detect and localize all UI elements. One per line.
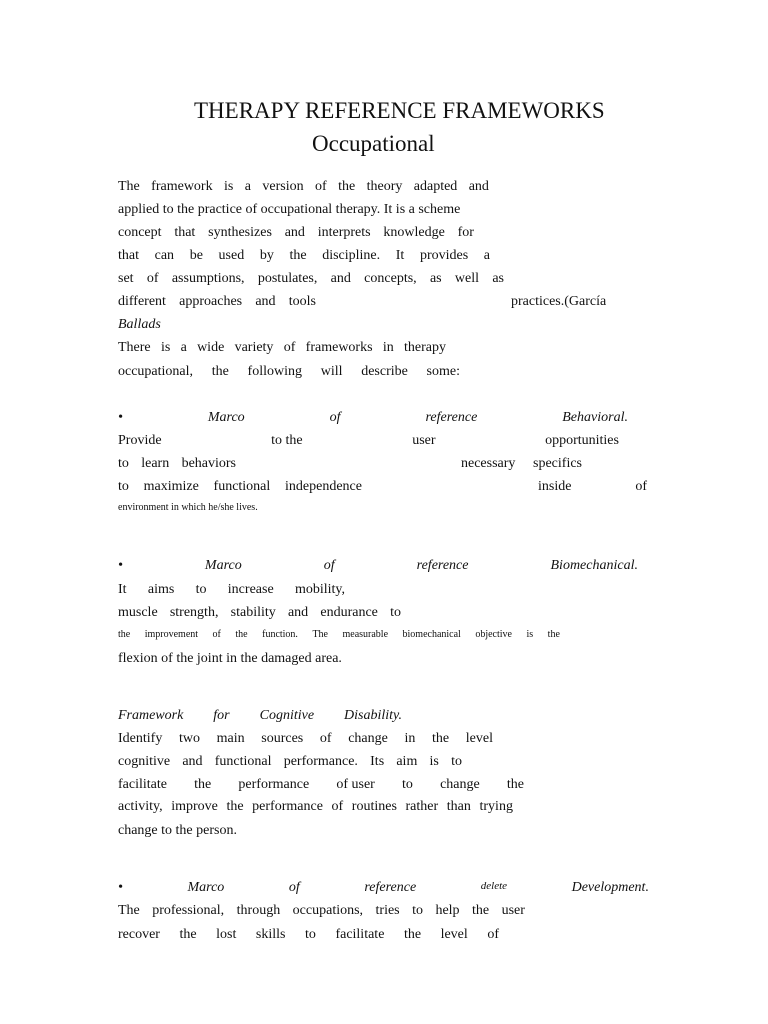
word: There — [118, 340, 151, 355]
word: knowledge — [383, 225, 445, 240]
word: of — [323, 558, 335, 573]
word: to — [451, 754, 462, 769]
word: Behavioral. — [562, 410, 628, 425]
word: in — [382, 340, 394, 355]
word: the — [235, 629, 248, 640]
word: postulates, — [257, 271, 318, 286]
word: facilitate — [335, 927, 385, 942]
word: version — [262, 179, 304, 194]
word: • — [118, 558, 123, 573]
word: for — [457, 225, 474, 240]
cognitive-heading — [118, 706, 402, 726]
word: The — [118, 903, 140, 918]
word: delete — [480, 880, 508, 892]
word: opportunities — [545, 433, 619, 448]
word: activity, — [118, 799, 163, 814]
word: strength, — [169, 605, 219, 620]
word: muscle — [118, 605, 158, 620]
word: objective — [475, 629, 512, 640]
word: functional — [214, 754, 272, 769]
behavioral-line-2b — [461, 454, 582, 474]
word: is — [429, 754, 439, 769]
word: assumptions, — [171, 271, 245, 286]
word: a — [483, 248, 490, 263]
word: improve — [171, 799, 218, 814]
word: Marco — [187, 880, 225, 895]
word: synthesizes — [208, 225, 272, 240]
word: the — [194, 777, 212, 792]
word: user — [501, 903, 525, 918]
development-line-1 — [118, 901, 525, 921]
word: of — [635, 479, 647, 494]
intro-line-9 — [118, 338, 446, 358]
word: The — [118, 179, 140, 194]
word: stability — [230, 605, 276, 620]
intro-line-4 — [118, 246, 490, 266]
word: well — [454, 271, 480, 286]
word: is — [160, 340, 171, 355]
cognitive-line-3 — [118, 775, 524, 795]
intro-line-3 — [118, 223, 474, 243]
word: learn — [141, 456, 170, 471]
word: improvement — [144, 629, 199, 640]
intro-line-5 — [118, 269, 504, 289]
word: It — [118, 582, 127, 597]
word: for — [213, 708, 230, 723]
behavioral-line-3b — [538, 477, 647, 497]
word: can — [154, 248, 175, 263]
word: the — [179, 927, 197, 942]
word: to — [305, 927, 316, 942]
word: of — [212, 629, 221, 640]
word: Marco — [204, 558, 242, 573]
word: some: — [426, 364, 460, 379]
word: tries — [375, 903, 400, 918]
cognitive-line-4 — [118, 797, 513, 817]
word: variety — [234, 340, 274, 355]
word: discipline. — [322, 248, 381, 263]
word: tools — [288, 294, 316, 309]
word: to — [118, 456, 129, 471]
word: describe — [361, 364, 408, 379]
word: skills — [255, 927, 286, 942]
biomechanical-line-1 — [118, 580, 345, 600]
word: endurance — [320, 605, 378, 620]
word: of — [319, 731, 332, 746]
word: aims — [147, 582, 175, 597]
word: change — [348, 731, 388, 746]
word: maximize — [143, 479, 199, 494]
biomechanical-line-2 — [118, 603, 401, 623]
word: is — [224, 179, 234, 194]
word: measurable — [342, 629, 389, 640]
word: adapted — [413, 179, 458, 194]
word: following — [247, 364, 302, 379]
word: and — [468, 179, 489, 194]
word: Provide — [118, 433, 162, 448]
word: to — [195, 582, 207, 597]
word: main — [216, 731, 245, 746]
word: help — [435, 903, 460, 918]
word: • — [118, 410, 123, 425]
intro-line-6 — [118, 292, 316, 312]
word: and — [330, 271, 351, 286]
word: will — [320, 364, 343, 379]
word: is — [526, 629, 534, 640]
word: as — [492, 271, 504, 286]
word: the — [506, 777, 524, 792]
word: the — [338, 179, 356, 194]
word: mobility, — [294, 582, 345, 597]
word: The — [312, 629, 328, 640]
word: Marco — [207, 410, 245, 425]
word: It — [395, 248, 405, 263]
word: theory — [366, 179, 403, 194]
word: cognitive — [118, 754, 171, 769]
word: by — [259, 248, 274, 263]
word: of — [487, 927, 499, 942]
word: to — [412, 903, 423, 918]
word: concepts, — [364, 271, 417, 286]
word: wide — [197, 340, 225, 355]
word: level — [440, 927, 468, 942]
word: performance — [252, 799, 323, 814]
development-line-2 — [118, 925, 499, 945]
word: and — [284, 225, 305, 240]
behavioral-line-2a — [118, 454, 236, 474]
word: reference — [364, 880, 417, 895]
word: routines — [351, 799, 397, 814]
word: to — [402, 777, 413, 792]
word: Disability. — [344, 708, 402, 723]
word: increase — [227, 582, 274, 597]
behavioral-heading — [118, 408, 628, 428]
word: Biomechanical. — [550, 558, 638, 573]
word: occupational, — [118, 364, 194, 379]
word: performance — [238, 777, 310, 792]
word: two — [178, 731, 200, 746]
word: aim — [396, 754, 418, 769]
word: Identify — [118, 731, 163, 746]
word: lost — [216, 927, 237, 942]
word: than — [446, 799, 471, 814]
word: to — [118, 479, 129, 494]
word: that — [118, 248, 139, 263]
cognitive-line-1 — [118, 729, 493, 749]
word: user — [412, 433, 436, 448]
word: function. — [262, 629, 298, 640]
word: reference — [425, 410, 478, 425]
word: a — [180, 340, 187, 355]
word: necessary — [461, 456, 516, 471]
word: through — [236, 903, 281, 918]
word: sources — [261, 731, 304, 746]
word: the — [472, 903, 490, 918]
word: approaches — [179, 294, 243, 309]
word: the — [211, 364, 229, 379]
intro-line-2: applied to the practice of occupational therapy. It is a scheme — [118, 202, 461, 217]
word: and — [287, 605, 309, 620]
word: the — [118, 629, 131, 640]
word: the — [432, 731, 450, 746]
word: occupations, — [292, 903, 364, 918]
intro-citation-author: Ballads — [118, 317, 161, 332]
intro-line-1 — [118, 177, 489, 197]
word: recover — [118, 927, 160, 942]
word: Development. — [571, 880, 649, 895]
biomechanical-line-4: flexion of the joint in the damaged area. — [118, 651, 342, 666]
cognitive-line-5: change to the person. — [118, 823, 237, 838]
word: provides — [419, 248, 469, 263]
development-heading — [118, 878, 649, 898]
word: of — [146, 271, 159, 286]
word: behaviors — [181, 456, 236, 471]
biomechanical-heading — [118, 556, 638, 576]
behavioral-line-4: environment in which he/she lives. — [118, 502, 258, 513]
word: independence — [285, 479, 362, 494]
word: of — [283, 340, 296, 355]
word: Framework — [118, 708, 184, 723]
word: of — [329, 410, 341, 425]
intro-line-10 — [118, 362, 460, 382]
word: be — [189, 248, 203, 263]
document-subtitle: Occupational — [312, 131, 435, 156]
word: of — [315, 179, 327, 194]
word: to the — [271, 433, 303, 448]
word: interprets — [317, 225, 371, 240]
word: as — [429, 271, 442, 286]
word: reference — [416, 558, 469, 573]
word: of — [288, 880, 300, 895]
word: specifics — [533, 456, 582, 471]
word: • — [118, 880, 123, 895]
word: inside — [538, 479, 572, 494]
word: trying — [479, 799, 513, 814]
word: that — [174, 225, 196, 240]
word: the — [289, 248, 307, 263]
biomechanical-line-3 — [118, 625, 560, 645]
word: a — [244, 179, 251, 194]
word: of — [331, 799, 344, 814]
word: level — [465, 731, 493, 746]
word: of user — [336, 777, 375, 792]
word: framework — [151, 179, 213, 194]
word: change — [440, 777, 480, 792]
intro-citation: practices.(García — [511, 294, 607, 309]
word: Cognitive — [259, 708, 315, 723]
word: professional, — [152, 903, 225, 918]
cognitive-line-2 — [118, 752, 462, 772]
word: the — [547, 629, 560, 640]
word: concept — [118, 225, 162, 240]
word: the — [403, 927, 422, 942]
word: and — [182, 754, 203, 769]
word: facilitate — [118, 777, 167, 792]
document-title: THERAPY REFERENCE FRAMEWORKS — [194, 98, 605, 123]
behavioral-line-1 — [118, 431, 619, 451]
behavioral-line-3a — [118, 477, 362, 497]
word: in — [404, 731, 416, 746]
word: set — [118, 271, 134, 286]
word: therapy — [404, 340, 446, 355]
word: biomechanical — [402, 629, 461, 640]
word: rather — [405, 799, 439, 814]
word: different — [118, 294, 166, 309]
word: frameworks — [305, 340, 373, 355]
word: functional — [213, 479, 271, 494]
word: performance. — [283, 754, 358, 769]
word: the — [226, 799, 244, 814]
word: used — [218, 248, 245, 263]
word: and — [255, 294, 276, 309]
word: Its — [370, 754, 385, 769]
word: to — [390, 605, 401, 620]
